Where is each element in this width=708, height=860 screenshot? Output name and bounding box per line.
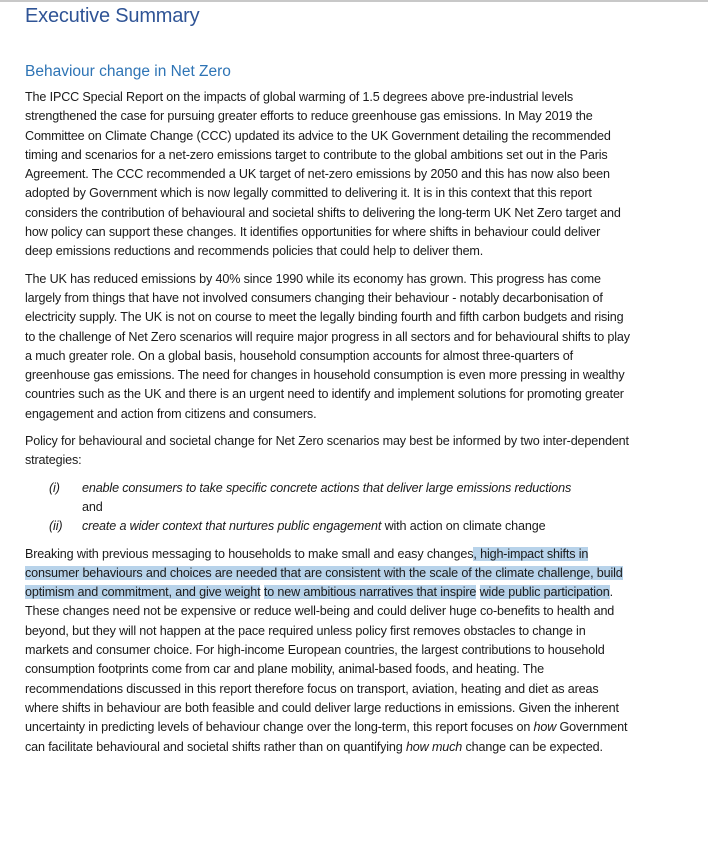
text-highlight-4[interactable]: , build optimism and commitment, and give weight [25, 565, 623, 600]
text-highlight-1[interactable]: , high-impact shifts in consumer behaviours and choices [25, 546, 589, 580]
p4-text-7: change can be expected. [462, 739, 603, 754]
page-top-border [0, 0, 708, 2]
paragraph-3: Policy for behavioural and societal change for Net Zero scenarios may best be informed by two inter-dependent strategies: [25, 434, 629, 468]
p4-emphasis-how-much: how much [405, 739, 463, 754]
section-heading: Behaviour change in Net Zero [25, 63, 231, 80]
paragraph-4 [25, 545, 630, 757]
p4-emphasis-how: how [533, 720, 557, 735]
document-body [25, 88, 630, 765]
page-title: Executive Summary [25, 5, 200, 27]
text-highlight-5[interactable]: to new ambitious narratives that inspire [263, 585, 477, 600]
text-highlight-2[interactable]: are needed that [214, 565, 305, 580]
p4-text-6: Government can facilitate behavioural and societal shifts rather than on quantifying [25, 720, 628, 754]
paragraph-2: The UK has reduced emissions by 40% since 1990 while its economy has grown. This progress has come largely from things that have not involved consumers changing their behaviour - notably decarbonisation of electricity supply. The UK is not on course to meet the legally binding fourth and fifth carbon budgets and rising to the challenge of Net Zero scenarios will require major progress in all sectors and for behavioural shifts to play a much greater role. On a global basis, household consumption accounts for almost three-quarters of greenhouse gas emissions. The need for changes in household consumption is even more pressing in wealthy countries such as the UK and there is an urgent need to identify and implement solutions for promoting greater engagement and action from citizens and consumers. [25, 271, 630, 421]
p4-text-1: Breaking with previous messaging to households to make small and easy changes [25, 546, 474, 561]
list-item-text: enable consumers to take specific concrete actions that deliver large emissions reductions [82, 480, 572, 495]
list-item [25, 517, 630, 536]
text-highlight-3[interactable]: are consistent with the scale of the climate challenge [304, 565, 591, 580]
list-item-suffix: with action on climate change [381, 519, 546, 534]
list-item-number: (i) [49, 480, 60, 495]
list-item-number: (ii) [49, 519, 63, 534]
paragraph-1: The IPCC Special Report on the impacts of global warming of 1.5 degrees above pre-industrial levels strengthened the case for pursuing greater efforts to reduce greenhouse gas emissions. In May 2019 the Committee on Climate Change (CCC) updated its advice to the UK Government detailing the recommended timing and scenarios for a net-zero emissions target to contribute to the global ambitions set out in the Paris Agreement. The CCC recommended a UK target of net-zero emissions by 2050 and this has now also been adopted by Government which is now legally committed to delivering it. It is in this context that this report considers the contribution of behavioural and societal shifts to delivering the long-term UK Net Zero target and how policy can support these changes. It identifies opportunities for where shifts in behaviour could deliver deep emissions reductions and recommends policies that could help to deliver them. [25, 90, 621, 259]
p4-text-5: . These changes need not be expensive or reduce well-being and could deliver huge co-benefits to health and beyond, but they will not happen at the pace required unless policy first removes obstacles to change in markets and consumer choice. For high-income European countries, the largest contributions to household consumption footprints come from car and plane mobility, animal-based foods, and heating. The recommendations discussed in this report therefore focus on transport, aviation, heating and diet as areas where shifts in behaviour are both feasible and could deliver large reductions in emissions. Given the inherent uncertainty in predicting levels of behaviour change over the long-term, this report focuses on [25, 585, 619, 735]
strategy-list [25, 479, 630, 537]
list-item [25, 479, 630, 518]
text-highlight-6[interactable]: wide public participation [479, 585, 610, 600]
list-item-conjunction: and [82, 499, 103, 514]
list-item-text: create a wider context that nurtures public engagement [82, 519, 382, 534]
